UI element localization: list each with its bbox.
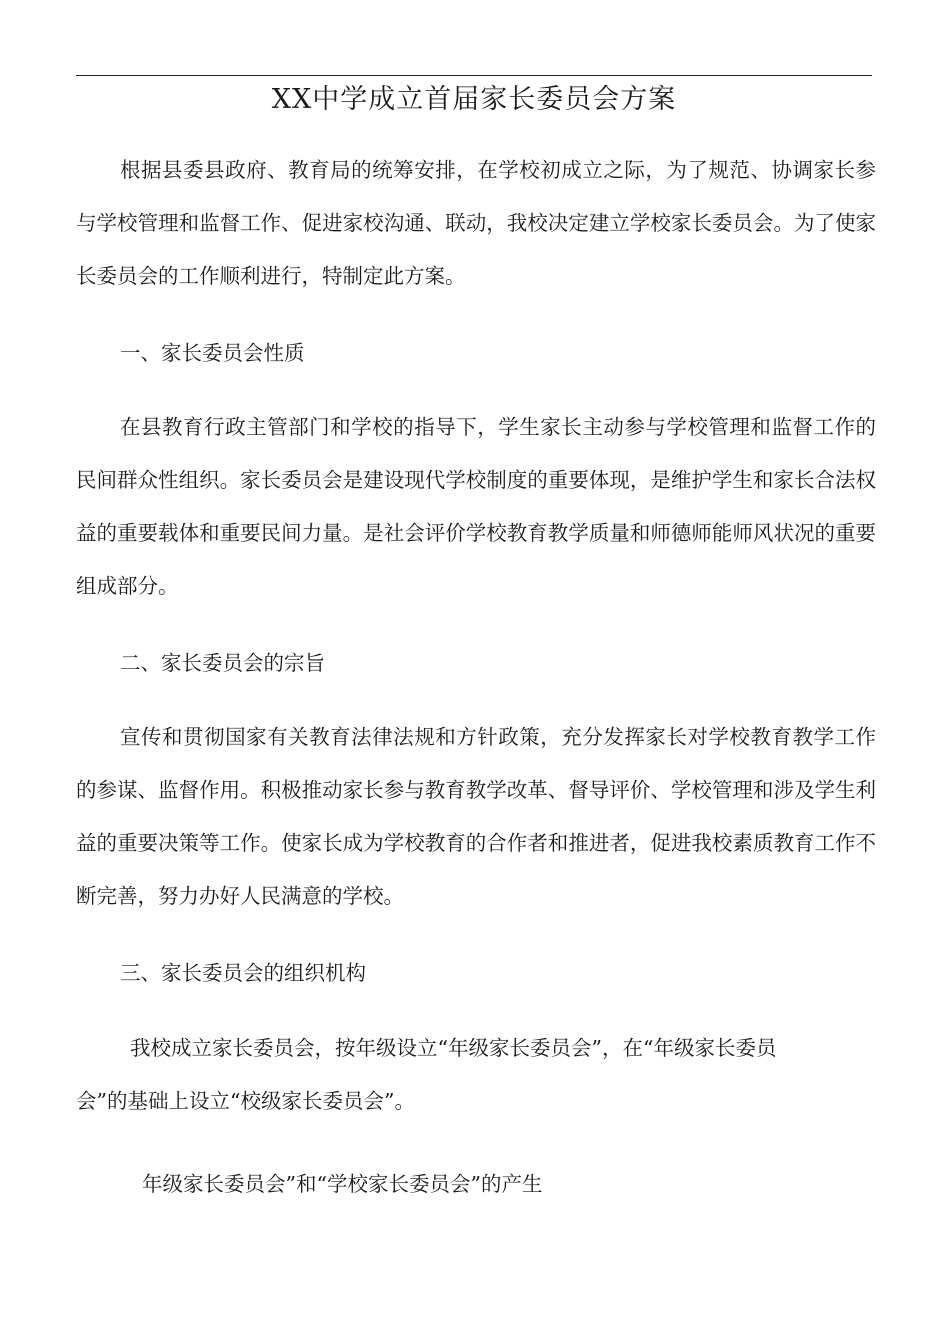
header-rule <box>76 75 872 76</box>
organization-body-line-2: 会”的基础上设立“校级家长委员会”。 <box>76 1089 415 1113</box>
document-title: XX中学成立首届家长委员会方案 <box>271 84 677 115</box>
section-body-purpose: 宣传和贯彻国家有关教育法律法规和方针政策，充分发挥家长对学校教育教学工作的参谋、监督作用。积极推动家长参与教育教学改革、督导评价、学校管理和涉及学生利益的重要决策等工作。使家长成为学校教育的合作者和推进者，促进我校素质教育工作不断完善，努力办好人民满意的学校。 <box>76 725 876 908</box>
organization-body-line-1: 我校成立家长委员会，按年级设立“年级家长委员会”，在“年级家长委员 <box>130 1036 777 1060</box>
section-body-nature: 在县教育行政主管部门和学校的指导下，学生家长主动参与学校管理和监督工作的民间群众性组织。家长委员会是建设现代学校制度的重要体现，是维护学生和家长合法权益的重要载体和重要民间力量。是社会评价学校教育教学质量和师德师能师风状况的重要组成部分。 <box>76 415 876 598</box>
section-heading-organization: 三、家长委员会的组织机构 <box>120 961 366 985</box>
section-heading-purpose: 二、家长委员会的宗旨 <box>120 651 325 675</box>
section-heading-nature: 一、家长委员会性质 <box>120 341 305 365</box>
organization-subheading: 年级家长委员会”和“学校家长委员会”的产生 <box>142 1172 543 1196</box>
intro-paragraph: 根据县委县政府、教育局的统筹安排，在学校初成立之际，为了规范、协调家长参与学校管理和监督工作、促进家校沟通、联动，我校决定建立学校家长委员会。为了使家长委员会的工作顺利进行，特制定此方案。 <box>76 158 876 288</box>
